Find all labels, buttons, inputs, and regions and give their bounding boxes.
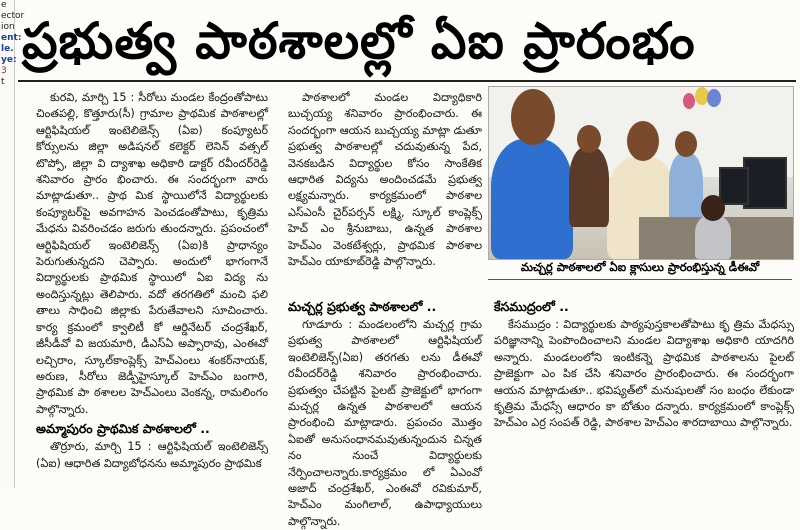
strip-line: t xyxy=(1,77,5,87)
strip-line: le. xyxy=(1,44,14,54)
subheading: కేసముద్రంలో .. xyxy=(494,299,569,314)
article-paragraph: పాఠశాలలో మండల విద్యాధికారి బుచ్చయ్య శనివారం ప్రారంభించారు. ఈ సందర్భంగా ఆయన బుచ్చయ్య మాట్లా డుతూ ప్రభుత్వ పాఠశాలల్లో చదువుతున్న పేద, వెనకబడిన విద్యార్థుల కోసం సాంకేతిక ఆధారిత విద్యను అందించడమే ప్రభుత్వ లక్ష్యమన్నారు. కార్యక్రమంలో పాఠశాల ఎస్‌ఎంసీ చైర్‌పర్సన్ లక్ష్మి, స్కూల్ కాంప్లెక్స్ హెచ్ ఎం శ్రీనుబాబు, ఉన్నత పాఠశాల హెచ్‌ఎం వెంకటేశ్వర్లు, ప్రాథమిక పాఠశాల హెచ్‌ఎం యాకూబ్‌రెడ్డి పాల్గొన్నారు. xyxy=(288,91,482,269)
article-column-2 xyxy=(288,90,482,300)
caption-rule xyxy=(488,279,792,280)
photo-caption: మచ్చర్ల పాఠశాలలో ఏఐ క్లాసులు ప్రారంభిస్తున్న డీఈవో xyxy=(520,260,760,274)
photo-balloon xyxy=(683,93,695,109)
strip-line: ent: xyxy=(1,33,22,43)
photo-person-head xyxy=(577,125,601,153)
strip-line: e xyxy=(1,0,7,10)
subheading: అమ్మాపురం ప్రాథమిక పాఠశాలలో .. xyxy=(36,421,210,437)
article-paragraph: తొర్రూరు, మార్చి 15 : ఆర్టిఫిషియల్ ఇంటెలిజెన్స్ (ఏఐ) ఆధారిత విద్యాబోధనను అమ్మాపురం ప్రాథమిక xyxy=(36,440,268,470)
photo-person-head xyxy=(701,195,725,221)
article-paragraph: గూడూరు : మండలంలోని మచ్చర్ల గ్రామ ప్రభుత్వ పాఠశాలలో ఆర్టిఫిషియల్ ఇంటెలిజెన్స్(ఏఐ) తరగతు లను డీఈవో రవీందర్‌రెడ్డి శనివారం ప్రారంభించారు. ప్రభుత్వం చేపట్టిన పైలట్ ప్రాజెక్టులో భాగంగా మచ్చర్ల ఉన్నత పాఠశాలలో ఆయన ప్రారంభించి మాట్లాడారు. ప్రపంచం మొత్తం ఏఐతో అనుసంధానమవుతున్నందున చిన్నత నం నుంచే విద్యార్థులకు నేర్పించాలన్నారు.కార్యక్రమం లో ఏఎంవో అజాద్ చంద్రశేఖర్, ఎంఈవో రవికుమార్, హెచ్‌ఎం మంగిలాల్, ఉపాధ్యాయులు పాల్గొన్నారు. xyxy=(288,318,482,528)
article-paragraph: కురవి, మార్చి 15 : సీరోలు మండల కేంద్రంతోపాటు చింతపల్లి, కొత్తూరు(సీ) గ్రామాల ప్రాథమిక పాఠశాలల్లో ఆర్టిఫిషియల్ ఇంటెలిజెన్స్ (ఏఐ) కంప్యూటర్ కోర్సులను జిల్లా అడిషనల్ కలెక్టర్ లెనిన్ వత్సల్ టొప్పో, జిల్లా వి ద్యాశాఖ అధికారి డాక్టర్ రవీందర్‌రెడ్డి శనివారం ప్రారం భించారు. ఈ సందర్భంగా వారు మాట్లాడుతూ.. ప్రాథ మిక స్థాయిలోనే విద్యార్థులకు కంప్యూటర్‌పై అవగాహన పెంచడంతోపాటు, కృత్రిమ మేధను వివరించడం జరుగు తుందన్నారు. ప్రపంచంలో ఆర్టిఫిషియల్ ఇంటెలిజెన్స్ (ఏఐ)కి ప్రాధాన్యం పెరుగుతున్నదని చెప్పారు. అందులో భాగంగానే విద్యార్థులకు ప్రాథమిక స్థాయిలో ఏఐ విద్య ను అందిస్తున్నట్లు తెలిపారు. వదో తరగతిలో మంచి ఫలి తాలు సాధించి జిల్లాకు పేరుతేవాలని సూచించారు. కార్య క్రమంలో క్వాలిటీ కో ఆర్డినేటర్ చంద్రశేఖర్, జీసీడీవో వి జయమారి, డీఎస్‌ఏ అప్పారావు, ఎంఈవో లచ్చిరాం, స్కూల్‌కాంప్లెక్స్ హెచ్‌ఎంలు శంకర్‌నాయక్, అరుణ, సీరోలు జెడ్పీహైస్కూల్ హెచ్‌ఎం బంగారి, ప్రాథమిక పా ఠశాలల హెచ్‌ఎంలు వెంకన్న, రామలింగం పాల్గొన్నారు. xyxy=(36,91,268,416)
photo-person-bg xyxy=(569,147,609,227)
headline-rule xyxy=(18,80,796,82)
photo-monitor xyxy=(743,157,787,209)
strip-line: ion xyxy=(1,22,15,32)
article-column-3 xyxy=(494,296,794,484)
article-column-2-lower xyxy=(288,296,482,528)
strip-line: 3 xyxy=(1,66,7,76)
photo-person-blue-shirt xyxy=(491,139,573,259)
photo-person-bg xyxy=(669,153,703,223)
strip-line: ector xyxy=(1,11,25,21)
photo-person-head xyxy=(511,89,555,145)
article-paragraph: కేసముద్రం : విద్యార్థులకు పాఠ్యపుస్తకాలతోపాటు కృ త్రిమ మేధస్సు పరిజ్ఞానాన్ని పెంపొందించాలని మండల విద్యాశాఖ అధికారి యాదగిరి అన్నారు. మండలంలోని ఇంటికన్నె ప్రాథమిక పాఠశాలను పైలట్ ప్రాజెక్టుగా ఎం పిక చేసి శనివారం ప్రారంభించారు. ఈ సందర్భంగా ఆయన మాట్లాడుతూ.. భవిష్యత్‌లో మనుషులతో సం బంధం లేకుండా కృత్రిమ మేధస్సే ఆధారం కా బోతుం దన్నారు. కార్యక్రమంలో కాంప్లెక్స్ హెచ్‌ఎం ఎర్ర సంపత్ రెడ్డి, పాఠశాల హెచ్‌ఎం శారదాబాయి పాల్గొన్నారు. xyxy=(494,318,794,430)
strip-line: ye: xyxy=(1,55,17,65)
article-column-1 xyxy=(36,90,268,482)
photo-person-head xyxy=(627,121,659,161)
adjacent-column-strip xyxy=(0,0,25,488)
photo-student-girl xyxy=(695,215,731,259)
photo-balloon xyxy=(707,89,721,107)
news-photo xyxy=(488,86,794,260)
subheading: మచ్చర్ల ప్రభుత్వ పాఠశాలలో .. xyxy=(288,299,437,314)
photo-monitor xyxy=(719,167,749,205)
photo-person-head xyxy=(675,131,697,157)
headline: ప్రభుత్వ పాఠశాలల్లో ఏఐ ప్రారంభం xyxy=(22,12,696,70)
